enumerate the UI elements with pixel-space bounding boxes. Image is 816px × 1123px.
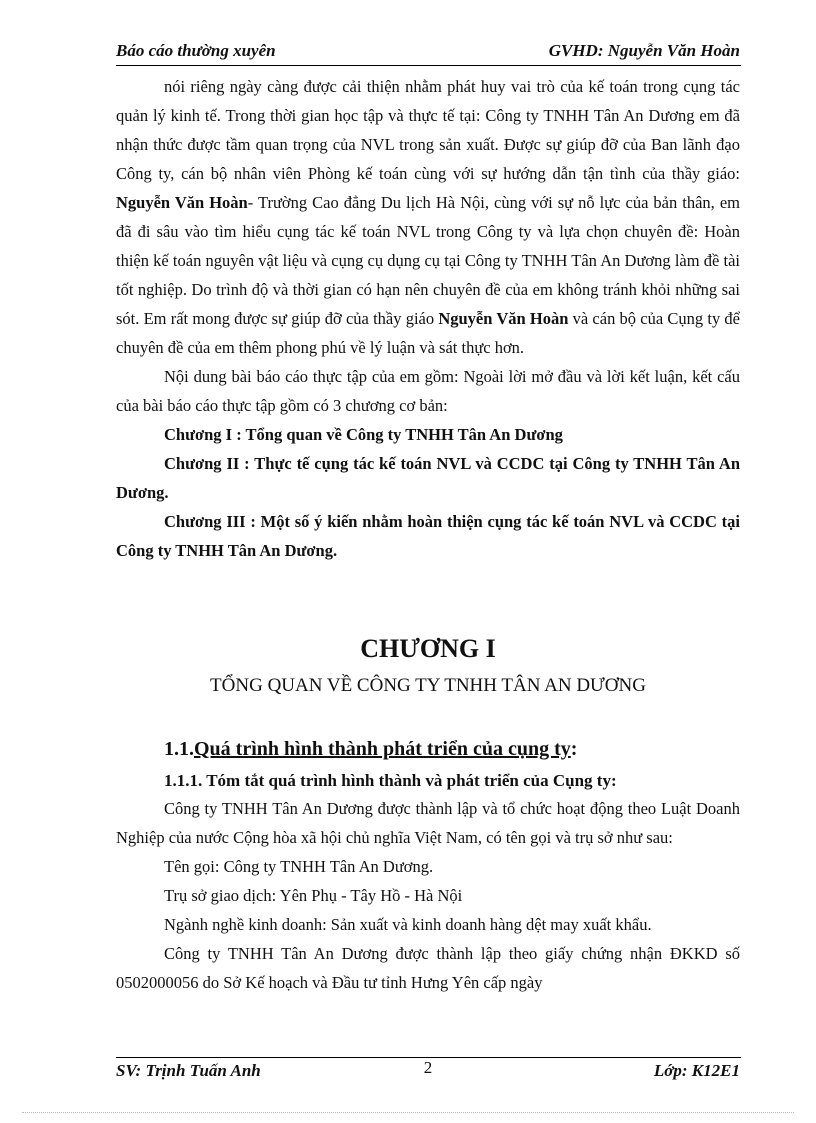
- chapter-list-item: Chương I : Tổng quan về Công ty TNHH Tân An Dương: [164, 425, 563, 444]
- section-body: [116, 794, 740, 997]
- section-paragraph: Công ty TNHH Tân An Dương được thành lập theo giấy chứng nhận ĐKKD số 0502000056 do Sở Kế hoạch và Đầu tư tỉnh Hưng Yên cấp ngày: [116, 944, 740, 992]
- intro-body: [116, 72, 740, 565]
- footer-class: Lớp: K12E1: [653, 1061, 740, 1080]
- header-supervisor: GVHD: Nguyễn Văn Hoàn: [548, 41, 740, 60]
- section-paragraph: Ngành nghề kinh doanh: Sản xuất và kinh doanh hàng dệt may xuất khẩu.: [164, 915, 652, 934]
- intro-paragraph-1: nói riêng ngày càng được cải thiện nhằm phát huy vai trò của kế toán trong cụng tác quản lý kinh tế. Trong thời gian học tập và thực tế tại: Công ty TNHH Tân An Dương em đã nhận thức được tầm quan trọng của NVL trong sản xuất. Được sự giúp đỡ của Ban lãnh đạo Công ty, cán bộ nhân viên Phòng kế toán cùng với sự hướng dẫn tận tình của thầy giáo: Nguyễn Văn Hoàn- Trường Cao đẳng Du lịch Hà Nội, cùng với sự nỗ lực của bản thân, em đã đi sâu vào tìm hiểu cụng tác kế toán NVL trong Công ty và lựa chọn chuyên đề: Hoàn thiện kế toán nguyên vật liệu và cụng cụ dụng cụ tại Công ty TNHH Tân An Dương làm đề tài tốt nghiệp. Do trình độ và thời gian có hạn nên chuyên đề của em không tránh khỏi những sai sót. Em rất mong được sự giúp đỡ của thầy giáo Nguyễn Văn Hoàn và cán bộ của Cụng ty để chuyên đề của em thêm phong phú về lý luận và sát thực hơn.: [116, 77, 740, 357]
- chapter-list-item: Chương III : Một số ý kiến nhằm hoàn thiện cụng tác kế toán NVL và CCDC tại Công ty TNHH Tân An Dương.: [116, 512, 740, 560]
- chapter-subtitle: TỔNG QUAN VỀ CÔNG TY TNHH TÂN AN DƯƠNG: [210, 675, 646, 696]
- teacher-name: Nguyễn Văn Hoàn: [438, 309, 569, 328]
- footer-student: SV: Trịnh Tuấn Anh: [116, 1061, 261, 1080]
- section-paragraph: Tên gọi: Công ty TNHH Tân An Dương.: [164, 857, 434, 876]
- page-number: 2: [423, 1058, 433, 1077]
- subsection-heading: 1.1.1. Tóm tắt quá trình hình thành và phát triển của Cụng ty:: [164, 771, 617, 790]
- chapter-list: [116, 420, 740, 565]
- section-heading: 1.1.Quá trình hình thành phát triển của cụng ty:: [164, 738, 578, 760]
- page-header: [116, 40, 740, 62]
- page-edge-divider: [22, 1112, 794, 1113]
- chapter-title: CHƯƠNG I: [360, 634, 496, 663]
- header-rule: [116, 65, 741, 66]
- section-paragraph: Trụ sở giao dịch: Yên Phụ - Tây Hồ - Hà Nội: [164, 886, 463, 905]
- header-report-title: Báo cáo thường xuyên: [116, 41, 276, 60]
- chapter-list-item: Chương II : Thực tế cụng tác kế toán NVL và CCDC tại Công ty TNHH Tân An Dương.: [116, 454, 740, 502]
- section-paragraph: Công ty TNHH Tân An Dương được thành lập và tổ chức hoạt động theo Luật Doanh Nghiệp của nước Cộng hòa xã hội chủ nghĩa Việt Nam, có tên gọi và trụ sở như sau:: [116, 799, 740, 847]
- intro-paragraph-2: Nội dung bài báo cáo thực tập của em gồm: Ngoài lời mở đầu và lời kết luận, kết cấu của bài báo cáo thực tập gồm có 3 chương cơ bản:: [116, 367, 740, 415]
- teacher-name: Nguyễn Văn Hoàn: [116, 193, 248, 212]
